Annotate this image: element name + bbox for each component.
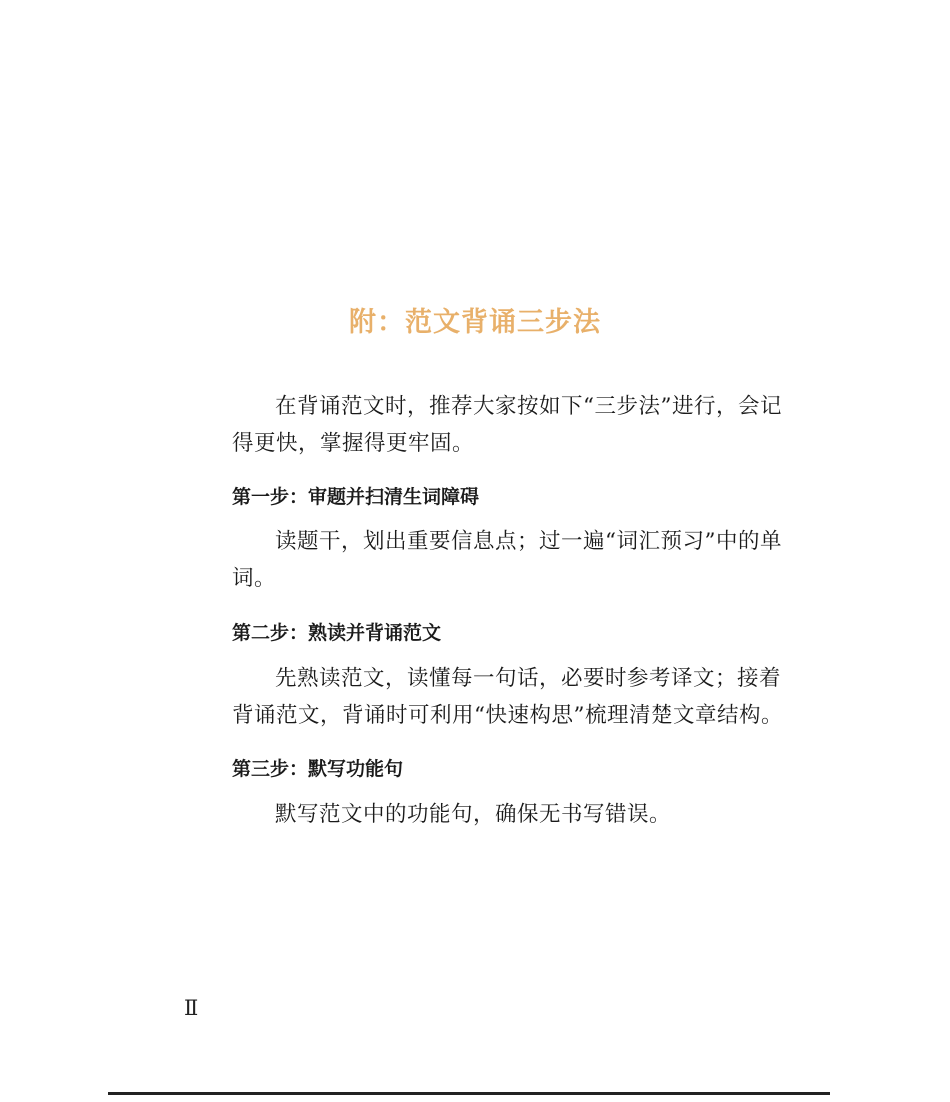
- main-content: [232, 388, 792, 833]
- step-1-text: 读题干，划出重要信息点；过一遍“词汇预习”中的单词。: [232, 529, 782, 591]
- page-title: 附：范文背诵三步法: [349, 307, 601, 338]
- step-1-heading: 第一步：审题并扫清生词障碍: [232, 486, 480, 508]
- page-number: Ⅱ: [184, 996, 199, 1020]
- intro-paragraph: 在背诵范文时，推荐大家按如下“三步法”进行，会记得更快，掌握得更牢固。: [232, 394, 782, 456]
- step-2-text: 先熟读范文，读懂每一句话，必要时参考译文；接着背诵范文，背诵时可利用“快速构思”梳理清楚文章结构。: [232, 666, 783, 728]
- bottom-rule: [108, 1092, 830, 1095]
- step-3-text: 默写范文中的功能句，确保无书写错误。: [275, 802, 672, 827]
- step-3-heading: 第三步：默写功能句: [232, 758, 404, 780]
- step-2-heading: 第二步：熟读并背诵范文: [232, 622, 442, 644]
